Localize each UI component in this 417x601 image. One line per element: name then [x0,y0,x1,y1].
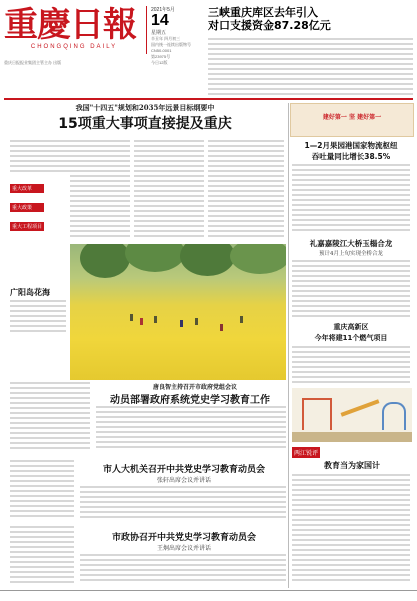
party-headline[interactable]: 动员部署政府系统党史学习教育工作 [110,395,270,406]
rape-flower-photo [70,244,286,380]
cppcc-left-text [10,526,74,586]
lead-story[interactable] [208,6,413,106]
party-kicker: 唐良智主持召开市政府党组会议 [152,384,237,391]
sidebar-banner-text: 建好第一 坚 建好第一 [322,114,382,121]
tag-reform: 重大改革 [10,184,44,193]
lead-headline-line1: 三峡重庆库区去年引入 [208,6,318,19]
page-footer [0,590,417,601]
sidebar-story1-title[interactable]: 1—2月果园港国家物流枢纽 [304,141,398,150]
npc-left-text [10,460,74,520]
main-col2-text [134,140,204,240]
date-line2: CN50-0001 [151,48,172,53]
column-title[interactable]: 教育当为家国计 [324,461,380,470]
lead-headline-line2: 对口支援资金87.28亿元 [208,19,331,32]
date-lunar: 辛丑年 四月初三 [151,36,181,41]
column-tag: 两江锐评 [292,447,320,458]
column-divider [288,103,289,588]
tag-policy: 重大政策 [10,203,44,212]
main-kicker: 我国"十四五"规划和2035年远景目标纲要中 [75,103,215,112]
column-illustration [292,388,412,442]
npc-sub: 张轩出席会议并讲话 [156,477,211,484]
lead-body-text [208,38,413,104]
sidebar-story3-sub: 今年将建11个燃气项目 [314,334,388,342]
date-line1: 国内统一连续出版物号 [151,42,191,47]
sidebar-story1-sub: 吞吐量同比增长38.5% [311,152,391,161]
sidebar-story2-title[interactable]: 礼嘉嘉陵江大桥玉榻合龙 [309,239,393,248]
masthead-sub: 重庆日报报业集团主管主办 出版 [4,60,62,65]
date-year-month: 2021年5月 [151,7,175,13]
sidebar-story2-text [292,260,410,320]
party-body-text [96,406,286,452]
date-weekday: 星期五 [151,30,167,36]
sidebar-story2-sub: 预计4月上旬实现全桥合龙 [318,251,383,257]
masthead [4,5,144,58]
party-left-text [10,382,90,452]
tag-list [10,184,44,231]
masthead-rule [4,98,413,100]
main-headline[interactable]: 15项重大事项直接提及重庆 [58,116,232,132]
cppcc-sub: 王炯出席会议并讲话 [156,545,211,552]
photo-caption-title: 广阳岛花海 [10,288,50,297]
photo-caption-text [10,300,66,340]
date-line4: 今日12版 [151,60,168,65]
date-line3: 第23975号 [151,54,171,59]
main-col1-text [70,140,130,240]
npc-body-text [80,486,286,522]
sidebar-story3-text [292,346,410,386]
main-col3-text [208,140,284,240]
tag-projects: 重大工程项目 [12,224,43,230]
sidebar-banner [290,103,414,137]
cppcc-headline[interactable]: 市政协召开中共党史学习教育动员会 [111,533,256,543]
date-day: 14 [151,12,169,29]
npc-headline[interactable]: 市人大机关召开中共党史学习教育动员会 [102,465,265,475]
masthead-title: 重慶日報 [4,5,136,45]
sidebar-story3-title[interactable]: 重庆高新区 [333,323,369,331]
date-box [146,6,207,65]
sidebar-story1-text [292,164,410,234]
cppcc-body-text [80,554,286,586]
masthead-title-en: CHONGQING DAILY [30,44,118,50]
column-body-text [292,474,410,586]
